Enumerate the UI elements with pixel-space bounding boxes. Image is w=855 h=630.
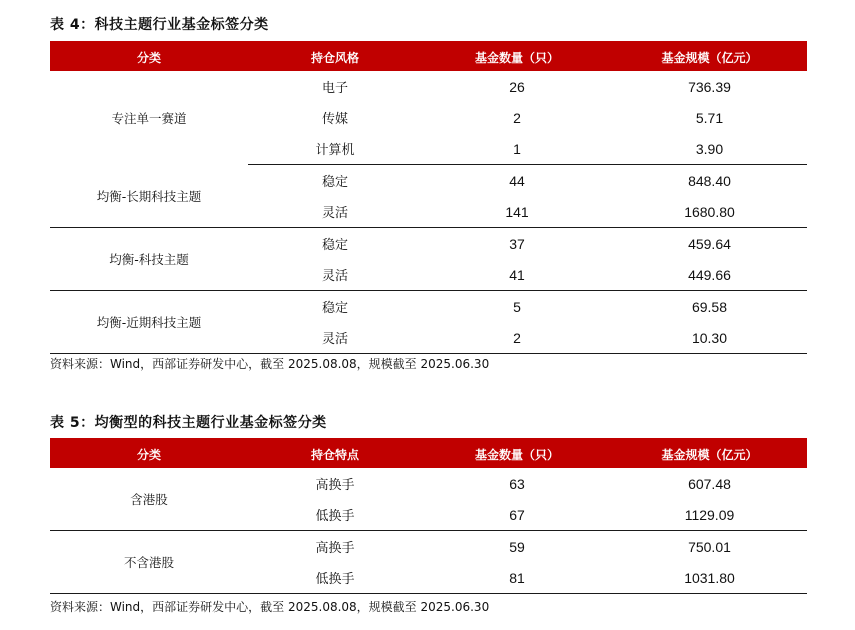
header-feature: 持仓特点 — [248, 439, 422, 468]
category-cell: 均衡-长期科技主题 — [50, 165, 248, 228]
table-row — [50, 468, 807, 499]
style-cell: 稳定 — [321, 238, 348, 253]
count-cell: 44 — [509, 172, 525, 189]
count-cell: 1 — [422, 133, 612, 165]
table4-source: 资料来源：Wind，西部证券研发中心，截至 2025.08.08，规模截至 2025.06.30 — [50, 357, 490, 371]
style-cell: 低换手 — [248, 562, 422, 594]
table-row — [50, 531, 807, 563]
style-cell: 灵活 — [248, 259, 422, 291]
category-cell: 均衡-近期科技主题 — [50, 291, 248, 354]
table-row — [50, 228, 807, 260]
header-category: 分类 — [50, 42, 248, 71]
table4-header-row — [50, 42, 807, 71]
header-scale: 基金规模（亿元） — [612, 439, 807, 468]
header-count: 基金数量（只） — [422, 42, 612, 71]
scale-cell: 848.40 — [688, 172, 731, 189]
scale-cell: 1680.80 — [612, 196, 807, 228]
scale-cell: 5.71 — [695, 109, 724, 126]
count-cell: 63 — [509, 475, 525, 492]
style-cell: 稳定 — [321, 175, 348, 190]
style-cell: 灵活 — [248, 196, 422, 228]
table4 — [50, 41, 807, 354]
table5 — [50, 438, 807, 594]
category-cell: 专注单一赛道 — [111, 110, 187, 126]
category-cell: 含港股 — [50, 468, 248, 531]
count-cell: 59 — [509, 538, 525, 555]
table5-caption: 表 5：均衡型的科技主题行业基金标签分类 — [50, 415, 327, 431]
count-cell: 81 — [422, 562, 612, 594]
style-cell: 高换手 — [315, 541, 355, 556]
scale-cell: 10.30 — [612, 322, 807, 354]
scale-cell: 607.48 — [688, 475, 731, 492]
scale-cell: 459.64 — [688, 235, 731, 252]
style-cell: 低换手 — [248, 499, 422, 531]
header-count: 基金数量（只） — [422, 439, 612, 468]
table-row — [50, 71, 807, 102]
scale-cell: 449.66 — [612, 259, 807, 291]
table5-source: 资料来源：Wind，西部证券研发中心，截至 2025.08.08，规模截至 2025.06.30 — [50, 600, 490, 614]
style-cell: 灵活 — [248, 322, 422, 354]
count-cell: 26 — [509, 78, 525, 95]
scale-cell: 3.90 — [612, 133, 807, 165]
count-cell: 2 — [422, 322, 612, 354]
style-cell: 传媒 — [321, 112, 348, 127]
count-cell: 2 — [513, 109, 521, 126]
count-cell: 67 — [422, 499, 612, 531]
category-cell: 不含港股 — [50, 531, 248, 594]
style-cell: 稳定 — [321, 301, 348, 316]
table-row — [50, 165, 807, 197]
header-style: 持仓风格 — [248, 42, 422, 71]
scale-cell: 69.58 — [691, 298, 728, 315]
header-scale: 基金规模（亿元） — [612, 42, 807, 71]
count-cell: 141 — [422, 196, 612, 228]
count-cell: 41 — [422, 259, 612, 291]
header-category: 分类 — [50, 439, 248, 468]
scale-cell: 736.39 — [688, 78, 731, 95]
table-row — [50, 291, 807, 323]
category-cell: 均衡-科技主题 — [50, 228, 248, 291]
table4-caption: 表 4：科技主题行业基金标签分类 — [50, 17, 269, 33]
scale-cell: 750.01 — [688, 538, 731, 555]
table5-header-row — [50, 439, 807, 468]
count-cell: 37 — [509, 235, 525, 252]
scale-cell: 1031.80 — [612, 562, 807, 594]
count-cell: 5 — [513, 298, 521, 315]
style-cell: 电子 — [321, 81, 348, 96]
scale-cell: 1129.09 — [612, 499, 807, 531]
style-cell: 高换手 — [315, 478, 355, 493]
style-cell: 计算机 — [248, 133, 422, 165]
